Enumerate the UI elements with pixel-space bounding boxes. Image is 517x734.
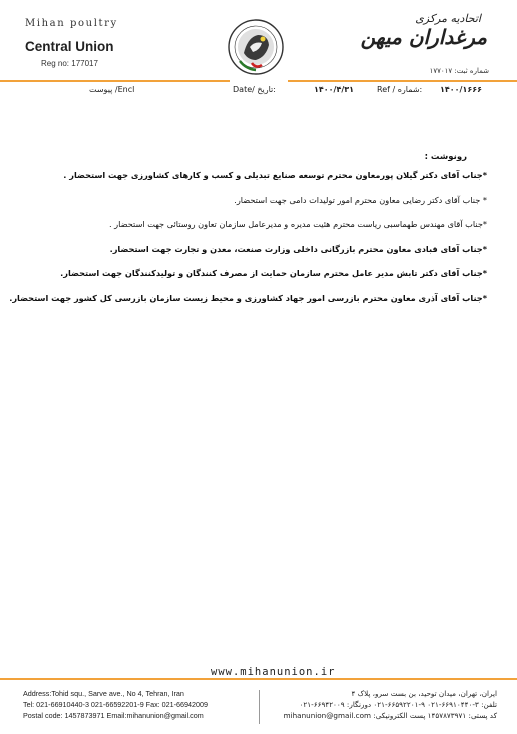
english-registration-number: Reg no: 177017 [41, 59, 98, 68]
header-divider-right [288, 80, 517, 82]
union-logo-icon [222, 17, 290, 79]
footer-english-postal: Postal code: 1457873971 Email:mihanunion@gmail.com [23, 711, 204, 720]
english-union-name: Mihan poultry [25, 18, 118, 29]
date-value: ۱۴۰۰/۴/۳۱ [314, 85, 355, 94]
footer-english-address: Address:Tohid squ., Sarve ave., No 4, Tehran, Iran [23, 689, 184, 698]
footer-persian-address: ایران، تهران، میدان توحید، بن بست سرو، پلاک ۴ [351, 689, 497, 698]
cc-recipient-item: *جناب آقای مهندس طهماسبی ریاست محترم هئیت مدیره و مدیرعامل سازمان تعاون روستائی جهت استحضار . [108, 219, 487, 229]
cc-recipient-item: *جناب آقای دکتر تابش مدیر عامل محترم سازمان حمایت از مصرف کنندگان و تولیدکنندگان جهت استحضار. [60, 268, 487, 278]
persian-title-small: اتحادیه مرکزی [415, 12, 481, 25]
header-divider-left [0, 80, 230, 82]
footer-website: www.mihanunion.ir [205, 666, 341, 678]
reference-value: ۱۴۰۰/۱۶۶۶ [440, 85, 482, 94]
cc-recipient-item: *جناب آقای قبادی معاون محترم بازرگانی داخلی وزارت صنعت، معدن و تجارت جهت استحضار. [109, 243, 487, 254]
reference-label: Ref / شماره: [377, 85, 423, 94]
footer-persian-contact [284, 688, 497, 721]
cc-recipient-list [9, 169, 487, 316]
persian-registration-number: شماره ثبت: ۱۷۷۰۱۷ [429, 67, 489, 75]
cc-recipient-item: * جناب آقای دکتر رضایی معاون محترم امور تولیدات دامی جهت استحضار. [234, 194, 487, 205]
enclosure-label: پیوست /Encl [89, 85, 135, 94]
footer-english-contact [23, 688, 208, 721]
date-label: Date/ تاریخ: [233, 85, 276, 94]
footer-english-phone: Tel: 021-66910440-3 021-66592201-9 Fax: 021-66942009 [23, 700, 209, 709]
persian-title-big: مرغداران میهن [360, 25, 487, 49]
cc-heading: رونوشت : [424, 152, 467, 162]
persian-union-title [347, 12, 487, 64]
footer-divider [0, 678, 517, 680]
footer-persian-postal: کد پستی: ۱۴۵۷۸۷۳۹۷۱ پست الکترونیکی: mihanunion@gmail.com [283, 711, 497, 720]
footer-persian-phone: تلفن: ۳-۶۶۹۱۰۴۴۰-۰۲۱ ۹-۶۶۵۹۲۲۰۱-۰۲۱ دورنگار: ۶۶۹۴۲۰۰۹-۰۲۱ [299, 700, 497, 709]
cc-recipient-item: *جناب آقای دکتر گیلان پورمعاون محترم توسعه صنایع تبدیلی و کسب و کارهای کشاورزی جهت استحضار . [63, 170, 487, 180]
cc-recipient-item: *جناب آقای آذری معاون محترم بازرسی امور جهاد کشاورزی و محیط زیست سازمان بازرسی کل کشور جهت استحضار. [9, 292, 487, 303]
footer-separator [259, 690, 260, 724]
english-union-title: Central Union [25, 39, 114, 54]
